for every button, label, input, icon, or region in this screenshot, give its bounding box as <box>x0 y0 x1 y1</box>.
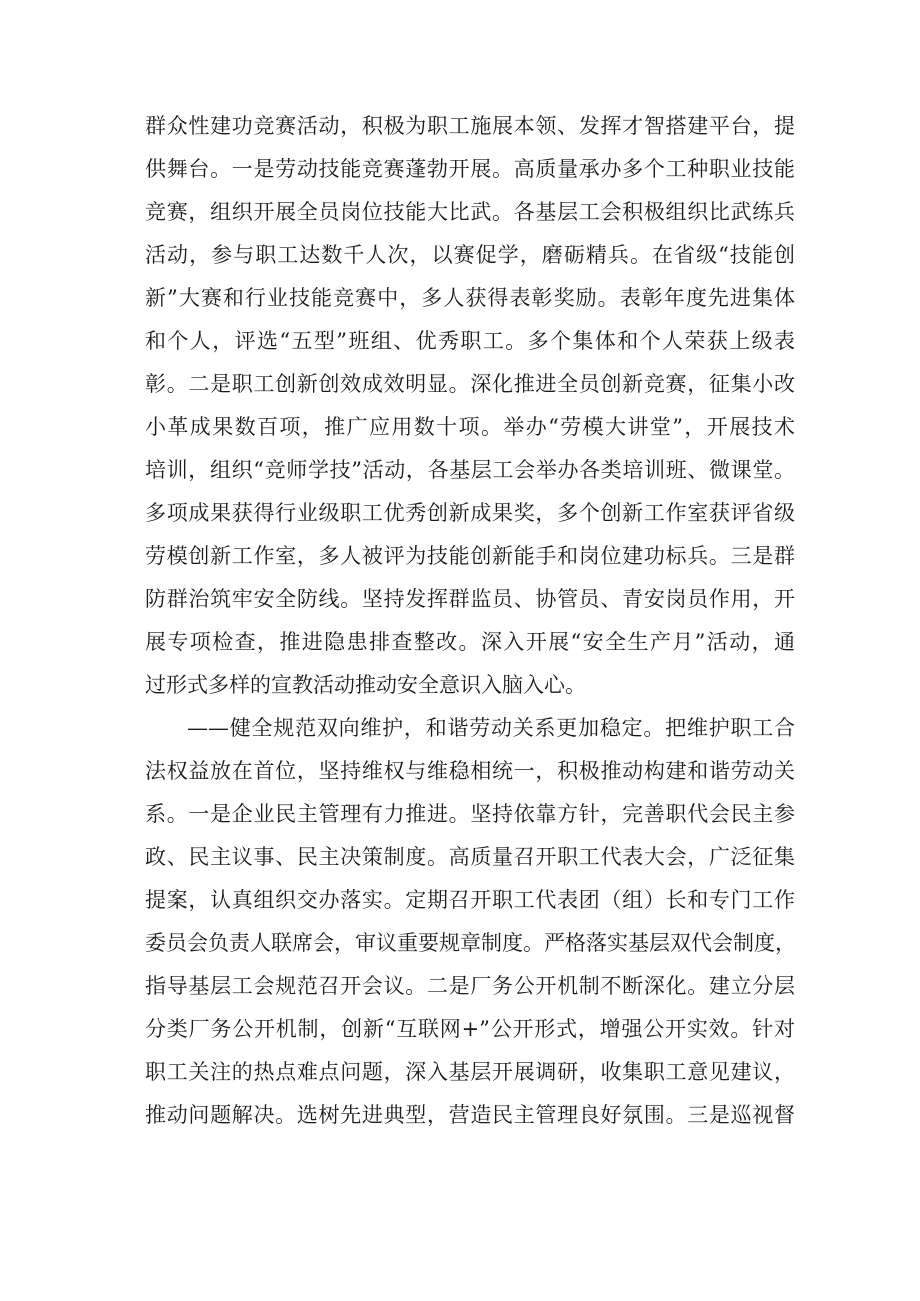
paragraph-1-line-10: 多项成果获得行业级职工优秀创新成果奖，多个创新工作室获评省级 <box>145 501 795 525</box>
paragraph-1-line-8: 小革成果数百项，推广应用数十项。举办“劳模大讲堂”，开展技术 <box>145 415 795 439</box>
paragraph-2-line-5: 提案，认真组织交办落实。定期召开职工代表团（组）长和专门工作 <box>145 888 795 912</box>
paragraph-2-line-9: 职工关注的热点难点问题，深入基层开展调研，收集职工意见建议， <box>145 1060 795 1084</box>
paragraph-1-line-7: 彰。二是职工创新创效成效明显。深化推进全员创新竞赛，征集小改 <box>145 372 795 396</box>
paragraph-2-line-8: 分类厂务公开机制，创新“互联网+”公开形式，增强公开实效。针对 <box>145 1017 795 1041</box>
paragraph-2-line-2: 法权益放在首位，坚持维权与维稳相统一，积极推动构建和谐劳动关 <box>145 759 795 783</box>
paragraph-1-line-5: 新”大赛和行业技能竞赛中，多人获得表彰奖励。表彰年度先进集体 <box>145 286 795 310</box>
paragraph-1-line-6: 和个人，评选“五型”班组、优秀职工。多个集体和个人荣获上级表 <box>145 329 795 353</box>
paragraph-2-line-3: 系。一是企业民主管理有力推进。坚持依靠方针，完善职代会民主参 <box>145 802 795 826</box>
paragraph-1-line-12: 防群治筑牢安全防线。坚持发挥群监员、协管员、青安岗员作用，开 <box>145 587 795 611</box>
paragraph-1-line-13: 展专项检查，推进隐患排查整改。深入开展“安全生产月”活动，通 <box>145 630 795 654</box>
paragraph-1-line-14: 过形式多样的宣教活动推动安全意识入脑入心。 <box>145 673 586 697</box>
paragraph-2-line-1: ——健全规范双向维护，和谐劳动关系更加稳定。把维护职工合 <box>187 716 795 740</box>
paragraph-2-line-4: 政、民主议事、民主决策制度。高质量召开职工代表大会，广泛征集 <box>145 845 795 869</box>
paragraph-1-line-11: 劳模创新工作室，多人被评为技能创新能手和岗位建功标兵。三是群 <box>145 544 795 568</box>
paragraph-2-line-10: 推动问题解决。选树先进典型，营造民主管理良好氛围。三是巡视督 <box>145 1103 795 1127</box>
paragraph-1-line-3: 竞赛，组织开展全员岗位技能大比武。各基层工会积极组织比武练兵 <box>145 200 795 224</box>
paragraph-1-line-2: 供舞台。一是劳动技能竞赛蓬勃开展。高质量承办多个工种职业技能 <box>145 157 795 181</box>
paragraph-1-line-1: 群众性建功竞赛活动，积极为职工施展本领、发挥才智搭建平台，提 <box>145 114 795 138</box>
paragraph-2-line-6: 委员会负责人联席会，审议重要规章制度。严格落实基层双代会制度， <box>145 931 796 955</box>
paragraph-1-line-4: 活动，参与职工达数千人次，以赛促学，磨砺精兵。在省级“技能创 <box>145 243 795 267</box>
paragraph-1-line-9: 培训，组织“竞师学技”活动，各基层工会举办各类培训班、微课堂。 <box>145 458 795 482</box>
paragraph-2-line-7: 指导基层工会规范召开会议。二是厂务公开机制不断深化。建立分层 <box>145 974 795 998</box>
